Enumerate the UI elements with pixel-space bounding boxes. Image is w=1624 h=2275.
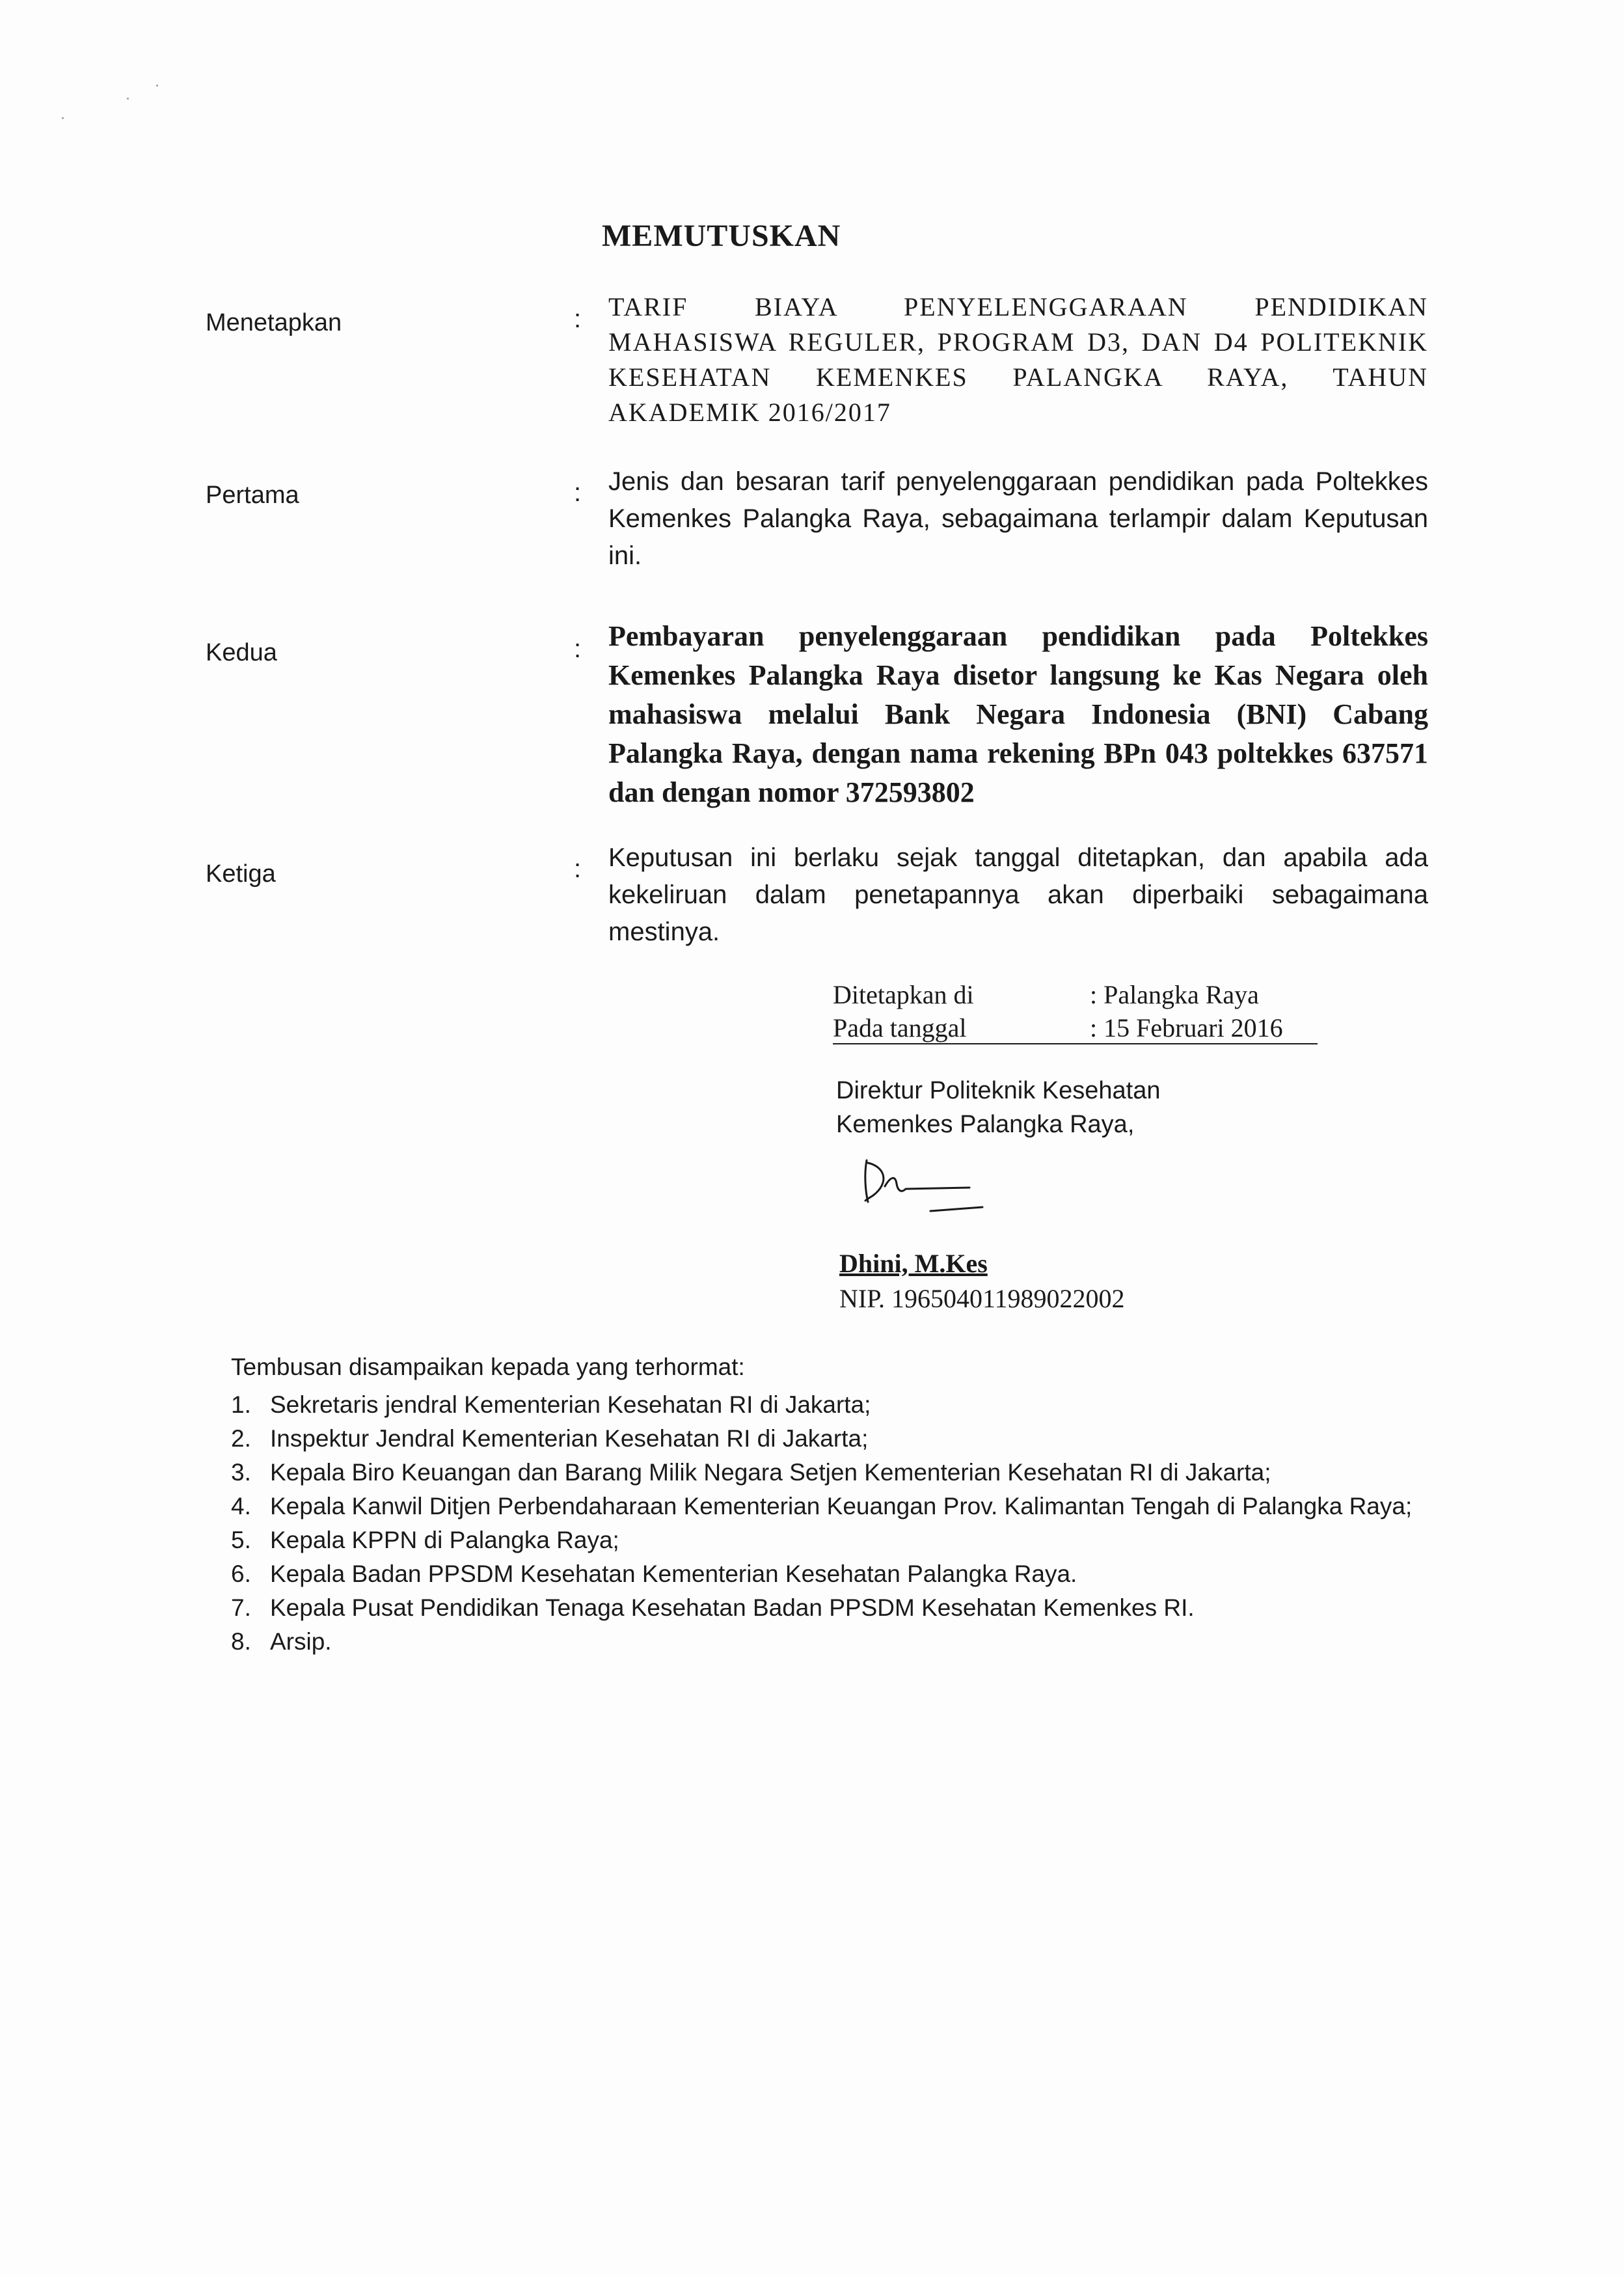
list-item	[231, 1523, 1487, 1557]
date-row	[833, 1013, 1318, 1044]
list-item-number: 3.	[231, 1459, 251, 1486]
list-item-text: Sekretaris jendral Kementerian Kesehatan RI di Jakarta;	[270, 1391, 871, 1418]
list-item-number: 7.	[231, 1594, 251, 1621]
list-item	[231, 1490, 1487, 1523]
section-label-kedua: Kedua	[206, 639, 277, 666]
decision-heading: MEMUTUSKAN	[602, 219, 841, 253]
list-item-text: Kepala Badan PPSDM Kesehatan Kementerian Kesehatan Palangka Raya.	[270, 1560, 1077, 1587]
list-item-text: Kepala Pusat Pendidikan Tenaga Kesehatan Badan PPSDM Kesehatan Kemenkes RI.	[270, 1594, 1195, 1621]
section-label-menetapkan: Menetapkan	[206, 309, 342, 336]
section-text-ketiga: Keputusan ini berlaku sejak tanggal ditetapkan, dan apabila ada kekeliruan dalam penetapannya akan diperbaiki sebagaimana mestinya.	[608, 843, 1428, 946]
section-label-pertama: Pertama	[206, 482, 299, 509]
handwritten-signature	[859, 1155, 1015, 1227]
section-text-kedua: Pembayaran penyelenggaraan pendidikan pada Poltekkes Kemenkes Palangka Raya disetor langsung ke Kas Negara oleh mahasiswa melalui Bank Negara Indonesia (BNI) Cabang Palangka Raya, dengan nama rekening BPn 043 poltekkes 637571 dan dengan nomor 372593802	[608, 620, 1428, 808]
signer-position-line2: Kemenkes Palangka Raya,	[836, 1111, 1135, 1138]
list-item-number: 1.	[231, 1391, 251, 1418]
scan-speck	[127, 98, 129, 100]
signer-position-line1: Direktur Politeknik Kesehatan	[836, 1077, 1161, 1104]
signer-name: Dhini, M.Kes	[839, 1249, 988, 1278]
date-label: Pada tanggal	[833, 1013, 967, 1042]
section-colon: :	[574, 478, 582, 507]
list-item-number: 4.	[231, 1493, 251, 1519]
place-row	[833, 979, 1259, 1010]
list-item-text: Kepala Biro Keuangan dan Barang Milik Negara Setjen Kementerian Kesehatan RI di Jakarta;	[270, 1459, 1271, 1486]
copies-list	[231, 1388, 1487, 1659]
scan-speck	[62, 117, 64, 119]
list-item	[231, 1422, 1487, 1456]
date-value: : 15 Februari 2016	[1090, 1013, 1283, 1042]
section-text-pertama: Jenis dan besaran tarif penyelenggaraan pendidikan pada Poltekkes Kemenkes Palangka Raya, sebagaimana terlampir dalam Keputusan ini.	[608, 467, 1428, 570]
section-label-ketiga: Ketiga	[206, 860, 276, 888]
list-item	[231, 1456, 1487, 1490]
section-text-menetapkan: TARIF BIAYA PENYELENGGARAAN PENDIDIKAN MAHASISWA REGULER, PROGRAM D3, DAN D4 POLITEKNIK KESEHATAN KEMENKES PALANGKA RAYA, TAHUN AKADEMIK 2016/2017	[608, 292, 1428, 427]
list-item	[231, 1625, 1487, 1659]
signer-nip: NIP. 196504011989022002	[839, 1284, 1125, 1313]
list-item-text: Kepala Kanwil Ditjen Perbendaharaan Kementerian Keuangan Prov. Kalimantan Tengah di Palangka Raya;	[270, 1493, 1413, 1519]
list-item-number: 2.	[231, 1425, 251, 1452]
place-value: : Palangka Raya	[1090, 980, 1259, 1009]
copies-heading: Tembusan disampaikan kepada yang terhormat:	[231, 1354, 745, 1380]
list-item	[231, 1388, 1487, 1422]
list-item-number: 6.	[231, 1560, 251, 1587]
list-item	[231, 1591, 1487, 1625]
list-item-number: 8.	[231, 1628, 251, 1655]
section-colon: :	[574, 634, 582, 663]
list-item-text: Kepala KPPN di Palangka Raya;	[270, 1527, 619, 1553]
list-item-text: Inspektur Jendral Kementerian Kesehatan RI di Jakarta;	[270, 1425, 869, 1452]
scan-speck	[156, 85, 158, 87]
list-item-number: 5.	[231, 1527, 251, 1553]
place-label: Ditetapkan di	[833, 980, 974, 1009]
list-item-text: Arsip.	[270, 1628, 332, 1655]
section-colon: :	[574, 305, 582, 333]
section-colon: :	[574, 854, 582, 883]
list-item	[231, 1557, 1487, 1591]
